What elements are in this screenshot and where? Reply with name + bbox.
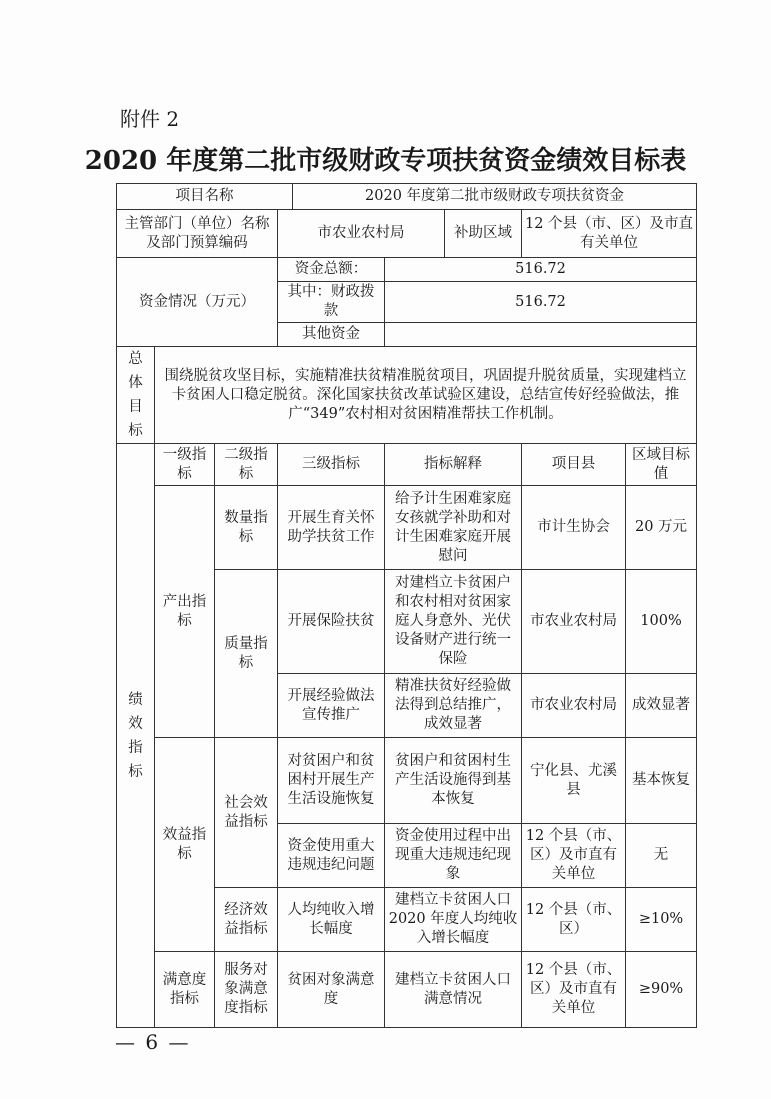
county-cell: 12 个县（市、区）及市直有关单位	[522, 952, 626, 1028]
target-cell: 100%	[626, 570, 697, 674]
page-number: — 6 —	[115, 1030, 191, 1054]
explanation-cell: 建档立卡贫困人口 2020 年度人均纯收入增长幅度	[385, 888, 522, 952]
region-label: 补助区域	[445, 210, 522, 258]
header-level3: 三级指标	[278, 444, 385, 486]
level2-service-satisfaction: 服务对象满意度指标	[215, 952, 278, 1028]
overall-goal-text: 围绕脱贫攻坚目标，实施精准扶贫精准脱贫项目，巩固提升脱贫质量，实现建档立卡贫困人口稳定脱贫。深化国家扶贫改革试验区建设，总结宣传好经验做法，推广“349”农村相对贫困精准帮扶工作机制。	[155, 347, 697, 444]
header-target-value: 区域目标值	[626, 444, 697, 486]
region-value: 12 个县（市、区）及市直有关单位	[522, 210, 697, 258]
target-cell: ≥10%	[626, 888, 697, 952]
level3-cell: 资金使用重大违规违纪问题	[278, 824, 385, 888]
level2-economic-benefit: 经济效益指标	[215, 888, 278, 952]
table-row	[117, 486, 697, 570]
explanation-cell: 贫困户和贫困村生产生活设施得到基本恢复	[385, 738, 522, 824]
dept-value: 市农业农村局	[278, 210, 445, 258]
table-row	[117, 738, 697, 824]
project-name-value: 2020 年度第二批市级财政专项扶贫资金	[293, 184, 697, 210]
other-value	[385, 323, 697, 347]
county-cell: 市农业农村局	[522, 570, 626, 674]
header-level2: 二级指标	[215, 444, 278, 486]
overall-goal-label: 总体目标	[117, 347, 155, 444]
level3-cell: 对贫困户和贫困村开展生产生活设施恢复	[278, 738, 385, 824]
target-cell: 20 万元	[626, 486, 697, 570]
level3-cell: 开展经验做法宣传推广	[278, 674, 385, 738]
level3-cell: 开展保险扶贫	[278, 570, 385, 674]
target-cell: 基本恢复	[626, 738, 697, 824]
project-name-label: 项目名称	[117, 184, 293, 210]
indicator-header-row	[117, 444, 697, 486]
overall-goal-row	[117, 347, 697, 444]
explanation-cell: 资金使用过程中出现重大违规违纪现象	[385, 824, 522, 888]
finance-value: 516.72	[385, 282, 697, 323]
project-name-row	[117, 184, 697, 210]
dept-row	[117, 210, 697, 258]
level2-quantity: 数量指标	[215, 486, 278, 570]
level1-satisfaction: 满意度指标	[155, 952, 215, 1028]
performance-target-table	[116, 183, 697, 1028]
header-project-county: 项目县	[522, 444, 626, 486]
county-cell: 宁化县、尤溪县	[522, 738, 626, 824]
explanation-cell: 精准扶贫好经验做法得到总结推广，成效显著	[385, 674, 522, 738]
funds-label: 资金情况（万元）	[117, 258, 278, 347]
level3-cell: 贫困对象满意度	[278, 952, 385, 1028]
other-label: 其他资金	[278, 323, 385, 347]
funds-total-row	[117, 258, 697, 282]
explanation-cell: 对建档立卡贫困户和农村相对贫困家庭人身意外、光伏设备财产进行统一保险	[385, 570, 522, 674]
level1-benefit: 效益指标	[155, 738, 215, 952]
level1-output: 产出指标	[155, 486, 215, 738]
finance-label: 其中：财政拨款	[278, 282, 385, 323]
level3-cell: 人均纯收入增长幅度	[278, 888, 385, 952]
target-cell: ≥90%	[626, 952, 697, 1028]
annex-label: 附件 2	[120, 107, 180, 131]
header-explanation: 指标解释	[385, 444, 522, 486]
county-cell: 12 个县（市、区）	[522, 888, 626, 952]
level2-quality: 质量指标	[215, 570, 278, 738]
explanation-cell: 建档立卡贫困人口满意情况	[385, 952, 522, 1028]
county-cell: 市农业农村局	[522, 674, 626, 738]
total-value: 516.72	[385, 258, 697, 282]
target-cell: 成效显著	[626, 674, 697, 738]
explanation-cell: 给予计生困难家庭女孩就学补助和对计生困难家庭开展慰问	[385, 486, 522, 570]
target-cell: 无	[626, 824, 697, 888]
dept-label: 主管部门（单位）名称及部门预算编码	[117, 210, 278, 258]
total-label: 资金总额：	[278, 258, 385, 282]
section-label-performance: 绩效指标	[117, 444, 155, 1028]
header-level1: 一级指标	[155, 444, 215, 486]
page-title: 2020 年度第二批市级财政专项扶贫资金绩效目标表	[84, 146, 687, 176]
county-cell: 市计生协会	[522, 486, 626, 570]
table-row	[117, 952, 697, 1028]
level2-social-benefit: 社会效益指标	[215, 738, 278, 888]
county-cell: 12 个县（市、区）及市直有关单位	[522, 824, 626, 888]
level3-cell: 开展生育关怀助学扶贫工作	[278, 486, 385, 570]
